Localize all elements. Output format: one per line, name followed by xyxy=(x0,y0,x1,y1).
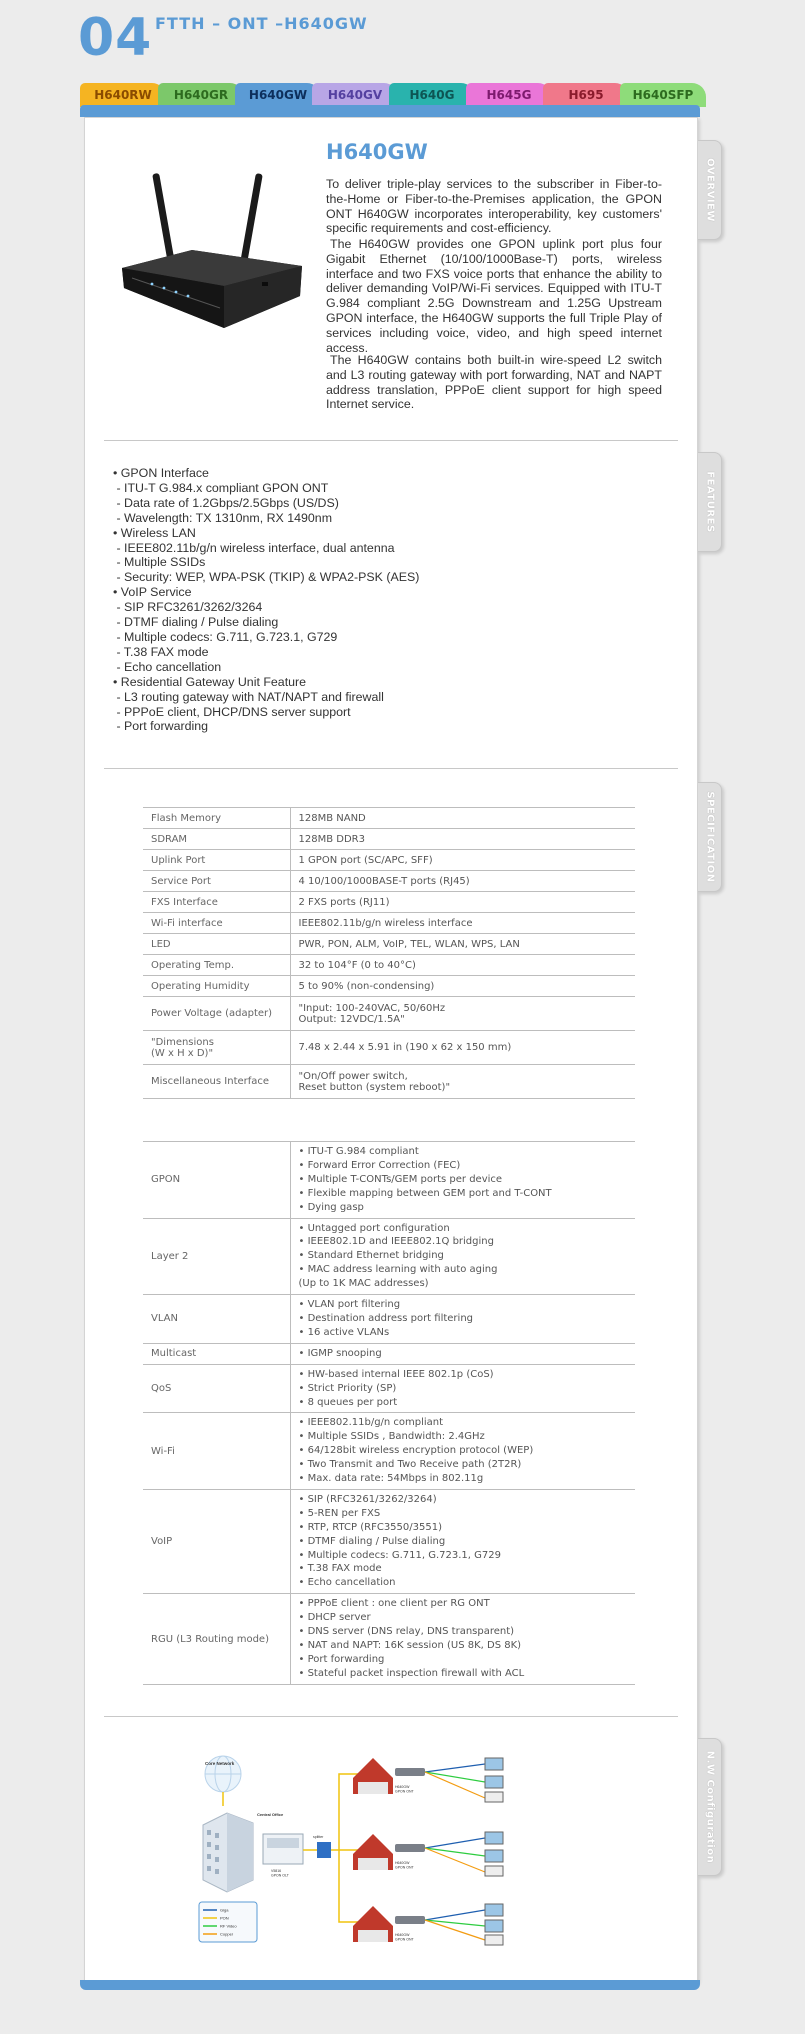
side-tab-specification[interactable] xyxy=(698,782,722,892)
central-office-label: Central Office xyxy=(257,1812,284,1817)
table-row xyxy=(143,1295,635,1344)
premise-2 xyxy=(353,1832,503,1876)
svg-text:RF Video: RF Video xyxy=(220,1923,237,1929)
spec-key: Miscellaneous Interface xyxy=(143,1065,290,1099)
spec-key: Uplink Port xyxy=(143,850,290,871)
tab-h640g[interactable]: H640G xyxy=(389,83,475,107)
divider-2 xyxy=(104,768,678,769)
spec-key: SDRAM xyxy=(143,829,290,850)
feature-line: • VoIP Service xyxy=(113,585,192,600)
feature-key: Wi-Fi xyxy=(143,1413,290,1490)
table-row xyxy=(143,1413,635,1490)
overview-paragraph-2: The H640GW provides one GPON uplink port plus four Gigabit Ethernet (10/100/1000Base-T) ports, wireless interface and two FXS voice ports that enhance the ability to deliver demanding VoIP/Wi-Fi services. Equipped with ITU-T G.984 compliant 2.5G Downstream and 1.25G Upstream GPON interface, the H640GW supports the full Triple Play of services including voice, video, and high speed internet access. xyxy=(326,237,662,355)
feature-table xyxy=(143,1141,635,1685)
splitter-icon xyxy=(317,1842,331,1858)
feature-key: Multicast xyxy=(143,1343,290,1364)
feature-value: • VLAN port filtering • Destination address port filtering • 16 active VLANs xyxy=(290,1295,635,1344)
feature-line: - Data rate of 1.2Gbps/2.5Gbps (US/DS) xyxy=(113,495,339,510)
svg-text:Giga: Giga xyxy=(220,1907,229,1913)
tab-h640gv[interactable]: H640GV xyxy=(312,83,398,107)
spec-key: Wi-Fi interface xyxy=(143,913,290,934)
feature-value: • SIP (RFC3261/3262/3264) • 5-REN per FXS • RTP, RTCP (RFC3550/3551) • DTMF dialing / Pulse dialing • Multiple codecs: G.711, G.723.1, G729 • T.38 FAX mode • Echo cancellation xyxy=(290,1489,635,1593)
olt-label: V5816 GPON OLT xyxy=(271,1869,289,1878)
feature-line: • Residential Gateway Unit Feature xyxy=(113,674,307,689)
table-row xyxy=(143,1343,635,1364)
table-row xyxy=(143,1489,635,1593)
page-title: FTTH – ONT –H640GW xyxy=(155,14,368,33)
feature-value: • Untagged port configuration • IEEE802.1D and IEEE802.1Q bridging • Standard Ethernet bridging • MAC address learning with auto aging (Up to 1K MAC addresses) xyxy=(290,1218,635,1295)
feature-line: - DTMF dialing / Pulse dialing xyxy=(113,615,279,630)
feature-line: - Multiple SSIDs xyxy=(113,555,206,570)
spec-key: LED xyxy=(143,934,290,955)
side-tab-overview-label: OVERVIEW xyxy=(704,158,715,222)
premise-3 xyxy=(353,1904,503,1945)
table-row xyxy=(143,997,635,1031)
spec-key: "Dimensions (W x H x D)" xyxy=(143,1031,290,1065)
side-tab-nw-label: N.W Configuration xyxy=(704,1750,715,1864)
feature-key: Layer 2 xyxy=(143,1218,290,1295)
table-row xyxy=(143,1065,635,1099)
feature-key: QoS xyxy=(143,1364,290,1413)
feature-line: - Echo cancellation xyxy=(113,659,222,674)
table-row xyxy=(143,976,635,997)
overview-paragraph-3: The H640GW contains both built-in wire-speed L2 switch and L3 routing gateway with port forwarding, NAT and NAPT address translation, PPPoE client support for high speed Internet service. xyxy=(326,353,662,412)
spec-value: 128MB DDR3 xyxy=(290,829,635,850)
spec-value: 7.48 x 2.44 x 5.91 in (190 x 62 x 150 mm) xyxy=(290,1031,635,1065)
feature-key: RGU (L3 Routing mode) xyxy=(143,1594,290,1684)
feature-value: • IGMP snooping xyxy=(290,1343,635,1364)
section-number: 04 xyxy=(78,8,153,68)
svg-text:Copper: Copper xyxy=(220,1931,234,1937)
table-row xyxy=(143,955,635,976)
feature-key: GPON xyxy=(143,1142,290,1219)
feature-value: • ITU-T G.984 compliant • Forward Error Correction (FEC) • Multiple T-CONTs/GEM ports per device • Flexible mapping between GEM port and T-CONT • Dying gasp xyxy=(290,1142,635,1219)
overview-paragraph-1: To deliver triple-play services to the subscriber in Fiber-to-the-Home or Fiber-to-the-Premises application, the GPON ONT H640GW incorporates interoperability, key customers' specific requirements and cost-efficiency. xyxy=(326,177,662,236)
feature-line: - Wavelength: TX 1310nm, RX 1490nm xyxy=(113,510,333,525)
spec-value: PWR, PON, ALM, VoIP, TEL, WLAN, WPS, LAN xyxy=(290,934,635,955)
table-row xyxy=(143,871,635,892)
splitter-label: splitter xyxy=(313,1835,324,1839)
feature-key: VoIP xyxy=(143,1489,290,1593)
tab-h640gw[interactable]: H640GW xyxy=(235,83,321,107)
divider-3 xyxy=(104,1716,678,1717)
tab-h640sfp[interactable]: H640SFP xyxy=(620,83,706,107)
side-tab-features-label: FEATURES xyxy=(704,471,715,533)
spec-key: Operating Humidity xyxy=(143,976,290,997)
side-tab-nw-configuration[interactable] xyxy=(698,1738,722,1876)
side-tab-specification-label: SPECIFICATION xyxy=(704,791,715,883)
feature-key: VLAN xyxy=(143,1295,290,1344)
table-row xyxy=(143,1364,635,1413)
spec-value: 2 FXS ports (RJ11) xyxy=(290,892,635,913)
table-row xyxy=(143,892,635,913)
feature-line: - SIP RFC3261/3262/3264 xyxy=(113,600,263,615)
spec-value: "Input: 100-240VAC, 50/60Hz Output: 12VDC/1.5A" xyxy=(290,997,635,1031)
tab-h640gr[interactable]: H640GR xyxy=(158,83,244,107)
feature-line: - T.38 FAX mode xyxy=(113,644,209,659)
spec-value: IEEE802.11b/g/n wireless interface xyxy=(290,913,635,934)
svg-text:H640GWGPON ONT: H640GW GPON ONT xyxy=(395,1785,414,1794)
spec-key: Service Port xyxy=(143,871,290,892)
divider-1 xyxy=(104,440,678,441)
spec-key: Operating Temp. xyxy=(143,955,290,976)
table-row xyxy=(143,1142,635,1219)
feature-line: - IEEE802.11b/g/n wireless interface, dual antenna xyxy=(113,540,395,555)
table-row xyxy=(143,934,635,955)
feature-line: - Security: WEP, WPA-PSK (TKIP) & WPA2-PSK (AES) xyxy=(113,570,420,585)
side-tab-features[interactable] xyxy=(698,452,722,552)
tab-underline xyxy=(80,105,700,117)
feature-line: - L3 routing gateway with NAT/NAPT and firewall xyxy=(113,689,384,704)
premise-1 xyxy=(353,1758,503,1802)
table-row xyxy=(143,1594,635,1684)
spec-value: 128MB NAND xyxy=(290,808,635,829)
spec-table xyxy=(143,807,635,1099)
product-title: H640GW xyxy=(326,140,428,164)
table-row xyxy=(143,913,635,934)
tab-h645g[interactable]: H645G xyxy=(466,83,552,107)
feature-value: • HW-based internal IEEE 802.1p (CoS) • Strict Priority (SP) • 8 queues per port xyxy=(290,1364,635,1413)
spec-value: 1 GPON port (SC/APC, SFF) xyxy=(290,850,635,871)
tab-h695[interactable]: H695 xyxy=(543,83,629,107)
table-row xyxy=(143,850,635,871)
page-header xyxy=(0,0,805,80)
spec-value: 4 10/100/1000BASE-T ports (RJ45) xyxy=(290,871,635,892)
table-row xyxy=(143,829,635,850)
feature-line: - PPPoE client, DHCP/DNS server support xyxy=(113,704,351,719)
table-row xyxy=(143,1031,635,1065)
feature-line: - Port forwarding xyxy=(113,719,209,734)
spec-key: Flash Memory xyxy=(143,808,290,829)
spec-key: Power Voltage (adapter) xyxy=(143,997,290,1031)
tab-h640rw[interactable]: H640RW xyxy=(80,83,166,107)
table-row xyxy=(143,1218,635,1295)
table-row xyxy=(143,808,635,829)
feature-line: - Multiple codecs: G.711, G.723.1, G729 xyxy=(113,629,338,644)
feature-line: • Wireless LAN xyxy=(113,525,196,540)
core-network-label: Core Network xyxy=(205,1761,235,1766)
spec-key: FXS Interface xyxy=(143,892,290,913)
feature-line: • GPON Interface xyxy=(113,466,209,480)
panel-bottom-bar xyxy=(80,1980,700,1990)
svg-text:H640GWGPON ONT: H640GW GPON ONT xyxy=(395,1933,414,1942)
svg-text:H640GWGPON ONT: H640GW GPON ONT xyxy=(395,1861,414,1870)
feature-value: • IEEE802.11b/g/n compliant • Multiple SSIDs , Bandwidth: 2.4GHz • 64/128bit wireless encryption protocol (WEP) • Two Transmit and Two Receive path (2T2R) • Max. data rate: 54Mbps in 802.11g xyxy=(290,1413,635,1490)
feature-line: - ITU-T G.984.x compliant GPON ONT xyxy=(113,480,329,495)
network-diagram xyxy=(195,1750,563,1948)
spec-value: "On/Off power switch, Reset button (system reboot)" xyxy=(290,1065,635,1099)
product-image xyxy=(112,170,312,340)
side-tab-overview[interactable] xyxy=(698,140,722,240)
svg-text:PON: PON xyxy=(220,1915,229,1921)
spec-value: 5 to 90% (non-condensing) xyxy=(290,976,635,997)
features-list xyxy=(113,466,633,734)
spec-value: 32 to 104°F (0 to 40°C) xyxy=(290,955,635,976)
feature-value: • PPPoE client : one client per RG ONT • DHCP server • DNS server (DNS relay, DNS transparent) • NAT and NAPT: 16K session (US 8K, DS 8K) • Port forwarding • Stateful packet inspection firewall with ACL xyxy=(290,1594,635,1684)
